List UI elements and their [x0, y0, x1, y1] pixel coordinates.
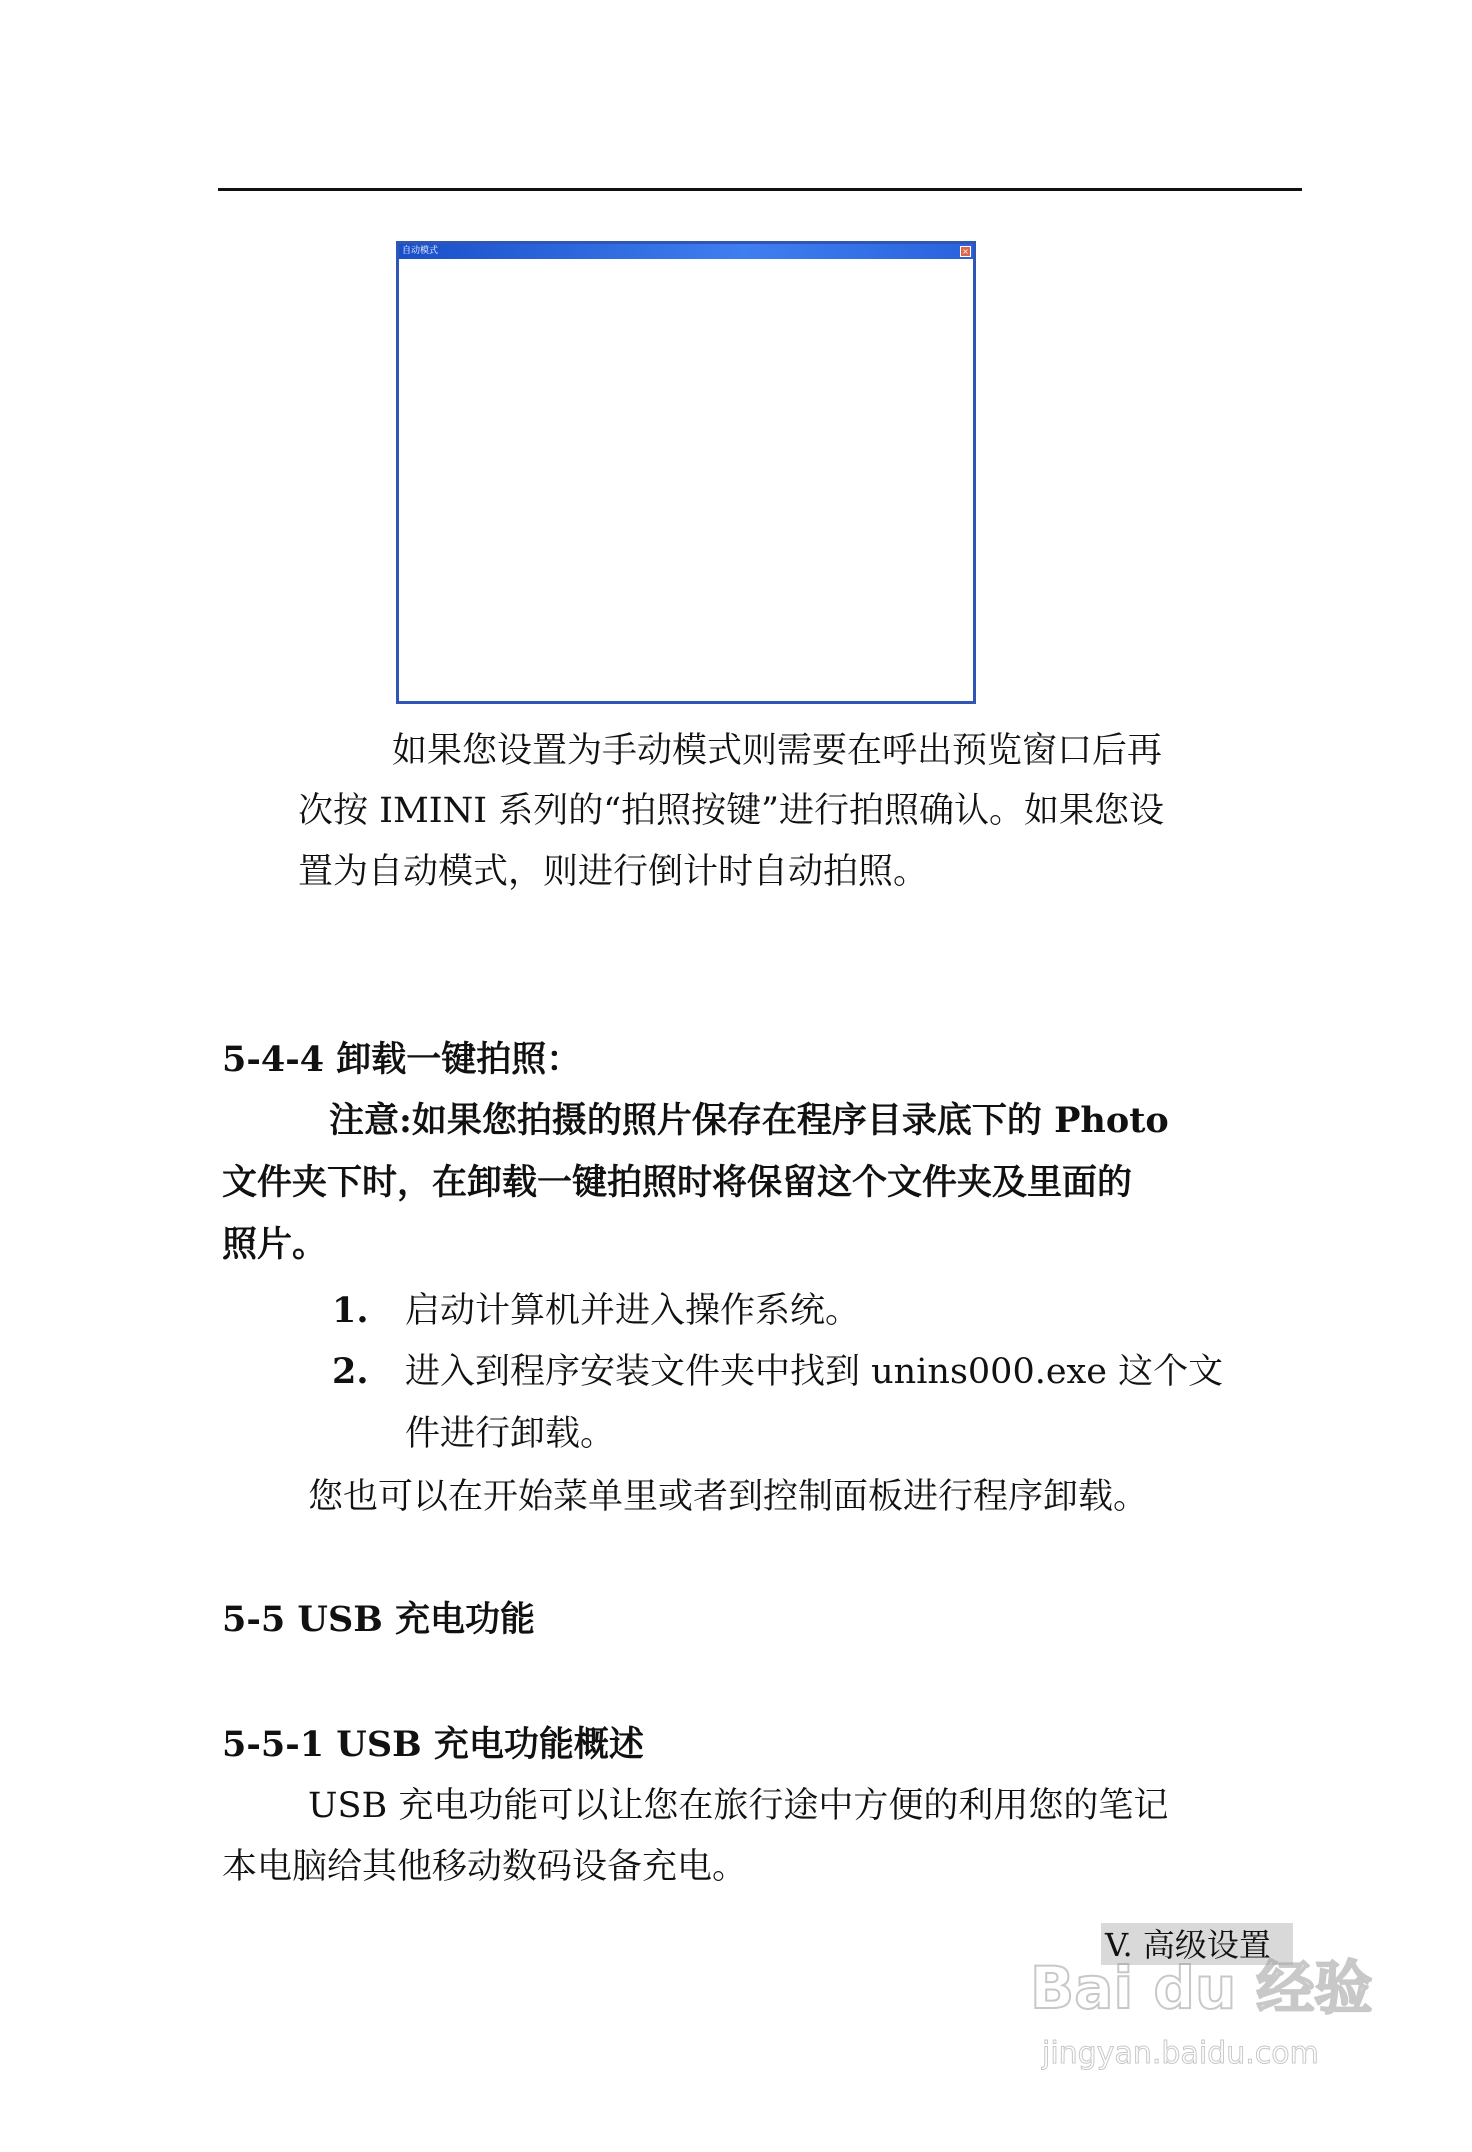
watermark-logo: Bai du 经验: [1030, 1954, 1373, 2022]
intro-line-1: 如果您设置为手动模式则需要在呼出预览窗口后再: [392, 731, 1163, 771]
usb-overview-line-1: USB 充电功能可以让您在旅行途中方便的利用您的笔记: [308, 1786, 1169, 1826]
step-2-number: 2.: [332, 1351, 369, 1392]
close-icon: ×: [960, 246, 971, 257]
note-line-2: 文件夹下时，在卸载一键拍照时将保留这个文件夹及里面的: [222, 1162, 1133, 1203]
footer-caption: V. 高级设置: [1105, 1926, 1271, 1964]
step-1-text: 启动计算机并进入操作系统。: [405, 1291, 861, 1331]
usb-overview-line-2: 本电脑给其他移动数码设备充电。: [222, 1847, 748, 1887]
header-rule: [218, 188, 1302, 191]
auto-mode-window-screenshot: [396, 241, 976, 704]
window-body: [399, 259, 973, 701]
section-5-4-4-heading: 5-4-4 卸载一键拍照：: [222, 1039, 582, 1080]
section-5-5-heading: 5-5 USB 充电功能: [222, 1599, 535, 1640]
intro-line-3: 置为自动模式，则进行倒计时自动拍照。: [298, 852, 929, 892]
window-titlebar: [399, 244, 973, 259]
watermark-url: jingyan.baidu.com: [1042, 2036, 1319, 2071]
baidu-watermark: [1030, 1955, 1410, 2105]
intro-line-2: 次按 IMINI 系列的“拍照按键”进行拍照确认。如果您设: [298, 791, 1164, 831]
note-line-3: 照片。: [222, 1224, 328, 1265]
uninstall-closing-line: 您也可以在开始菜单里或者到控制面板进行程序卸载。: [308, 1477, 1149, 1517]
step-2-text-line-2: 件进行卸载。: [405, 1414, 616, 1454]
step-2-text-line-1: 进入到程序安装文件夹中找到 unins000.exe 这个文: [405, 1352, 1224, 1392]
section-5-5-1-heading: 5-5-1 USB 充电功能概述: [222, 1724, 644, 1765]
step-1-number: 1.: [332, 1290, 369, 1331]
window-title: 自动模式: [402, 246, 439, 256]
note-line-1: 注意:如果您拍摄的照片保存在程序目录底下的 Photo: [329, 1100, 1169, 1141]
